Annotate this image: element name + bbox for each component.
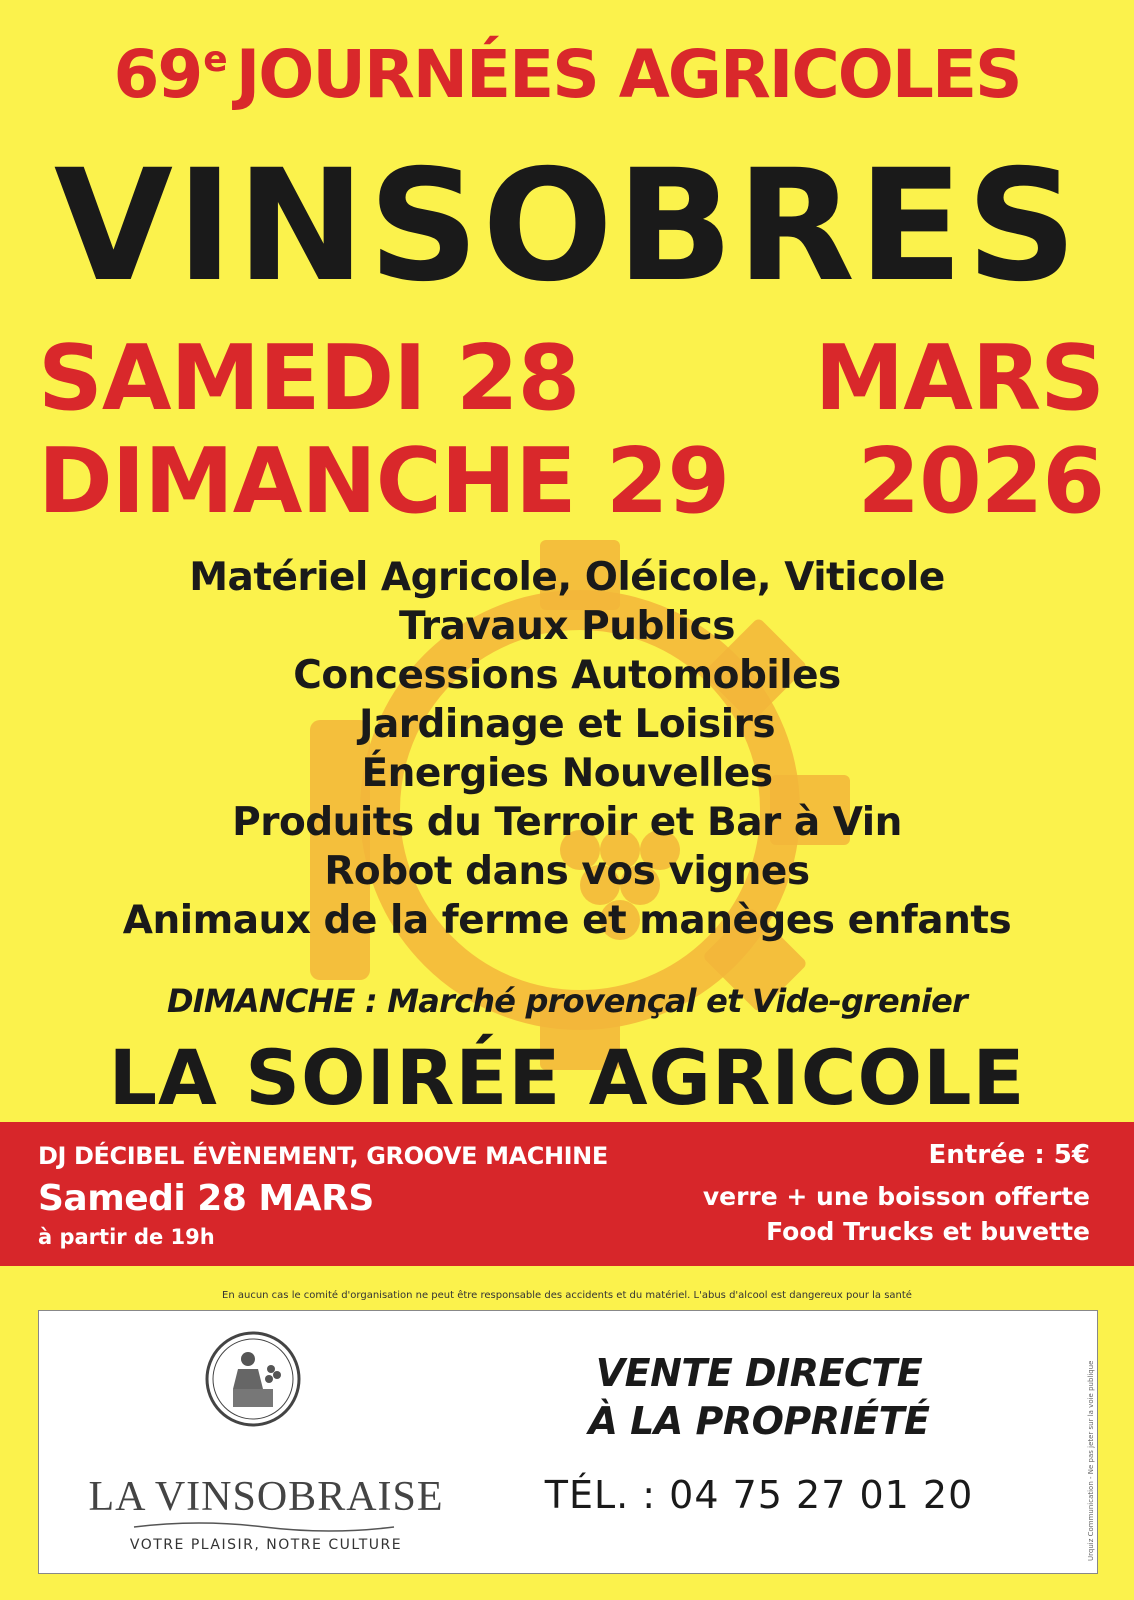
glass-offer: verre + une boisson offerte <box>702 1182 1090 1211</box>
date-day1: SAMEDI 28 <box>38 326 580 431</box>
print-credit: Urquiz Communication - Ne pas jeter sur la voie publique <box>1087 1360 1095 1561</box>
activity-item: Concessions Automobiles <box>293 653 841 698</box>
date-month: MARS <box>814 326 1104 431</box>
activity-item: Animaux de la ferme et manèges enfants <box>122 898 1012 943</box>
activity-item: Robot dans vos vignes <box>324 849 810 894</box>
food-info: Food Trucks et buvette <box>766 1217 1090 1246</box>
sponsor-box <box>38 1310 1098 1574</box>
phone-number: TÉL. : 04 75 27 01 20 <box>544 1473 974 1517</box>
direct-sale-line1: VENTE DIRECTE <box>595 1351 923 1395</box>
edition-suffix: e <box>203 39 226 80</box>
entry-price: Entrée : 5€ <box>928 1140 1090 1170</box>
activity-item: Énergies Nouvelles <box>361 751 773 796</box>
activities-list <box>0 553 1134 945</box>
edition-name: JOURNÉES AGRICOLES <box>235 36 1021 113</box>
evening-time: à partir de 19h <box>38 1225 215 1249</box>
evening-date: Samedi 28 MARS <box>38 1178 374 1219</box>
evening-title: LA SOIRÉE AGRICOLE <box>108 1033 1026 1122</box>
direct-sale-line2: À LA PROPRIÉTÉ <box>588 1399 930 1443</box>
activity-item: Produits du Terroir et Bar à Vin <box>232 800 902 845</box>
edition-title <box>0 36 1134 113</box>
activity-item: Jardinage et Loisirs <box>358 702 776 747</box>
activity-item: Matériel Agricole, Oléicole, Viticole <box>189 555 945 600</box>
activity-item: Travaux Publics <box>399 604 735 649</box>
evening-info-band <box>0 1122 1134 1266</box>
town-title: VINSOBRES <box>53 137 1081 316</box>
date-year: 2026 <box>857 429 1104 534</box>
sunday-market-line: DIMANCHE : Marché provençal et Vide-grenier <box>167 982 967 1020</box>
winery-seal-logo <box>203 1329 303 1429</box>
evening-performers: DJ DÉCIBEL ÉVÈNEMENT, GROOVE MACHINE <box>38 1142 608 1170</box>
brand-logo-text: LA VINSOBRAISE <box>88 1474 444 1520</box>
edition-number: 69 <box>113 36 202 113</box>
brand-tagline: VOTRE PLAISIR, NOTRE CULTURE <box>129 1537 403 1553</box>
date-day2: DIMANCHE 29 <box>38 429 730 534</box>
brand-flourish <box>129 1519 399 1535</box>
disclaimer: En aucun cas le comité d'organisation ne peut être responsable des accidents et du matériel. L'abus d'alcool est dangereux pour la santé <box>222 1290 912 1301</box>
